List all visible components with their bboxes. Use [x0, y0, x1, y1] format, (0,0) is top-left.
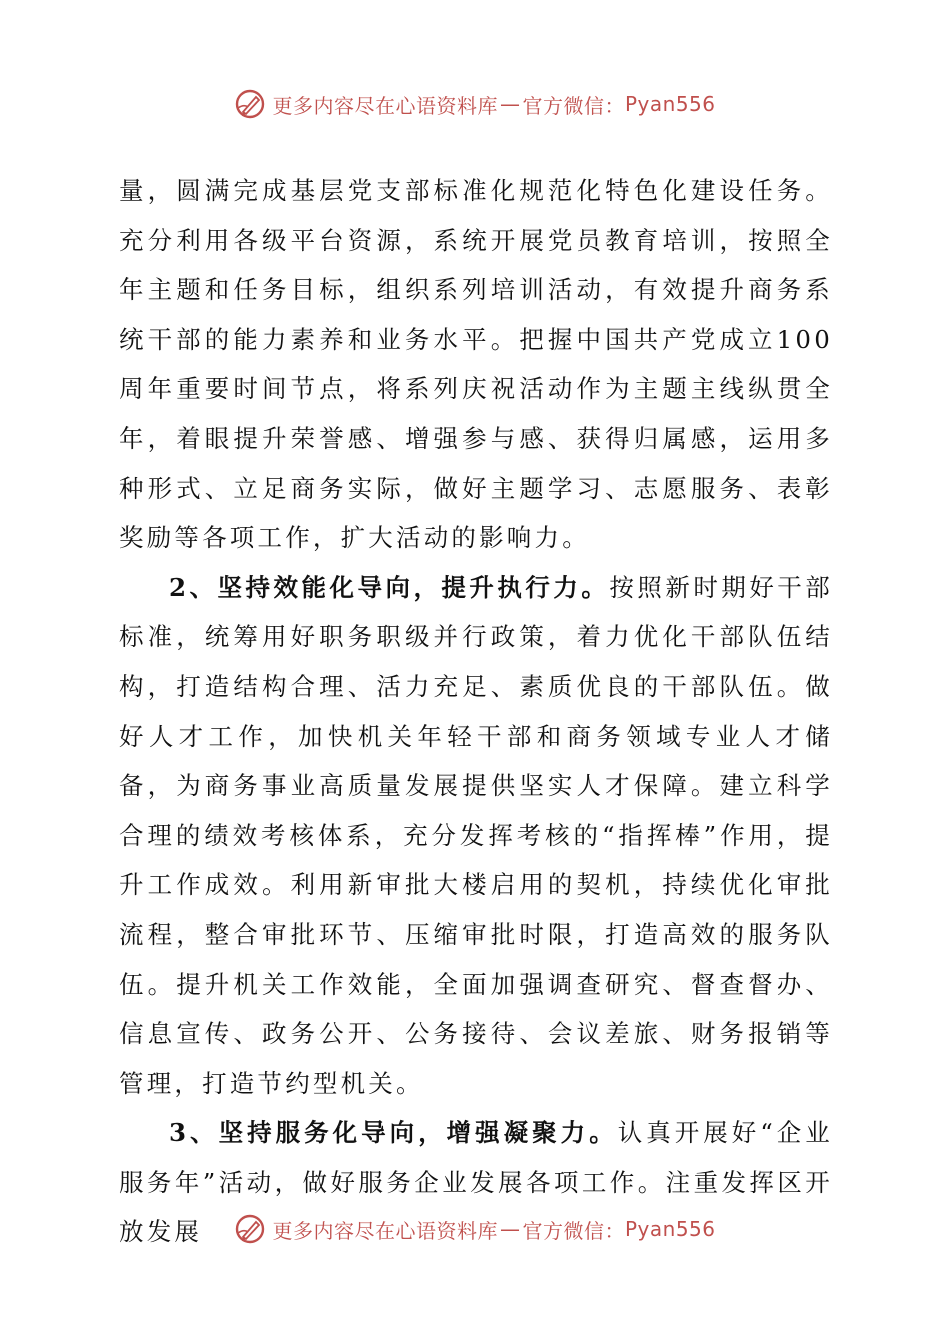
paragraph-1 — [119, 166, 833, 563]
paragraph-2 — [119, 563, 833, 1109]
pen-logo-icon — [234, 1213, 266, 1245]
banner-contact-label: 官方微信： — [522, 1218, 625, 1243]
document-body — [119, 166, 833, 1257]
paragraph-2-body: 按照新时期好干部标准，统筹用好职务职级并行政策，着力优化干部队伍结构，打造结构合理、活力充足、素质优良的干部队伍。做好人才工作，加快机关年轻干部和商务领域专业人才储备，为商务事业高质量发展提供坚实人才保障。建立科学合理的绩效考核体系，充分发挥考核的“指挥棒”作用，提升工作成效。利用新审批大楼启用的契机，持续优化审批流程，整合审批环节、压缩审批时限，打造高效的服务队伍。提升机关工作效能，全面加强调查研究、督查督办、信息宣传、政务公开、公务接待、会议差旅、财务报销等管理，打造节约型机关。 — [119, 572, 833, 1098]
paragraph-3-body: 认真开展好“企业服务年”活动，做好服务企业发展各项工作。注重发挥区开放发展 — [119, 1118, 833, 1247]
paragraph-1-body: 量，圆满完成基层党支部标准化规范化特色化建设任务。充分利用各级平台资源，系统开展党员教育培训，按照全年主题和任务目标，组织系列培训活动，有效提升商务系统干部的能力素养和业务水平。把握中国共产党成立100周年重要时间节点，将系列庆祝活动作为主题主线纵贯全年，着眼提升荣誉感、增强参与感、获得归属感，运用多种形式、立足商务实际，做好主题学习、志愿服务、表彰奖励等各项工作，扩大活动的影响力。 — [119, 176, 833, 553]
banner-separator: — — [499, 1217, 521, 1241]
banner-separator: — — [499, 92, 521, 116]
footer-banner — [0, 1209, 950, 1249]
pen-logo-icon — [234, 88, 266, 120]
banner-contact-id: Pyan556 — [624, 1217, 716, 1241]
banner-contact-id: Pyan556 — [624, 92, 716, 116]
banner-text: 更多内容尽在心语资料库 — [272, 93, 498, 118]
header-banner — [0, 84, 950, 124]
banner-text: 更多内容尽在心语资料库 — [272, 1218, 498, 1243]
paragraph-2-heading: 2、坚持效能化导向，提升执行力。 — [169, 572, 610, 602]
banner-contact-label: 官方微信： — [522, 93, 625, 118]
paragraph-3-heading: 3、坚持服务化导向，增强凝聚力。 — [169, 1118, 618, 1148]
